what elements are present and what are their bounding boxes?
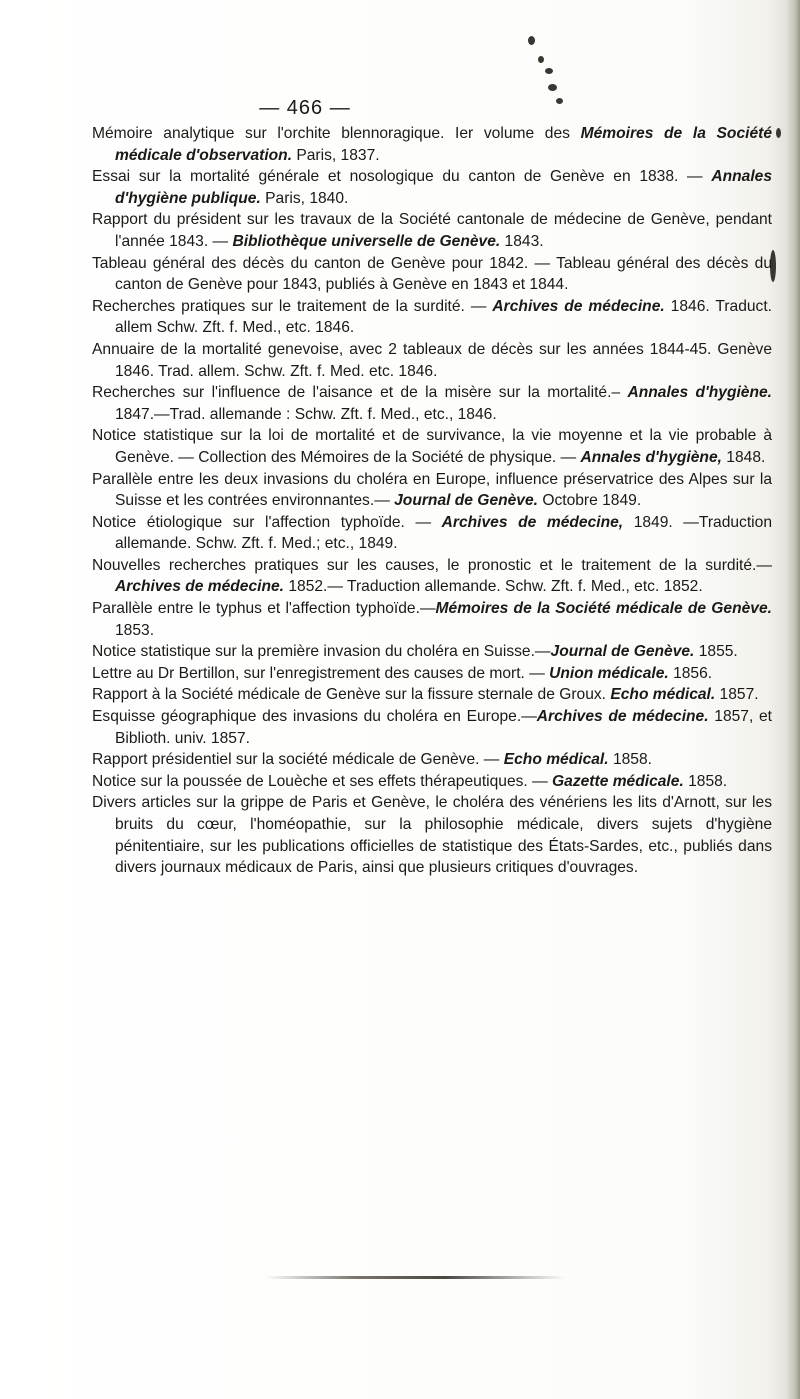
entry-details: 1852.— Traduction allemande. Schw. Zft. f. Med., etc. 1852. — [284, 578, 703, 596]
bibliography-entry — [92, 641, 772, 663]
bibliography-entry — [92, 663, 772, 685]
entry-source: Bibliothèque universelle de Genève. — [232, 232, 501, 250]
bibliography-entry — [92, 425, 772, 468]
entry-source: Union médicale. — [549, 664, 669, 682]
entry-separator: — — [521, 708, 537, 726]
entry-separator: — — [208, 232, 233, 250]
entry-source: Echo médical. — [503, 751, 609, 769]
bibliography-entry — [92, 339, 772, 382]
entry-source: Mémoires de la Société médicale d'observation. — [115, 125, 772, 164]
entry-title: Recherches pratiques sur le traitement de la surdité. — [92, 297, 465, 315]
entry-source: Journal de Genève. — [550, 643, 695, 661]
entry-title: Mémoire analytique sur l'orchite blennoragique. Ier volume des — [92, 125, 570, 142]
entry-title: Notice statistique sur la première invasion du choléra en Suisse. — [92, 643, 535, 661]
entry-title: Nouvelles recherches pratiques sur les causes, le pronostic et le traitement de la surdité. — [92, 556, 757, 574]
bibliography-entry — [92, 123, 772, 166]
entry-source: Echo médical. — [610, 686, 716, 704]
entry-title: Parallèle entre le typhus et l'affection typhoïde. — [92, 600, 420, 618]
entry-source: Archives de médecine. — [115, 578, 285, 596]
entry-details: 1857, et Biblioth. univ. 1857. — [115, 708, 772, 747]
entry-separator: — — [464, 297, 493, 315]
entry-separator: — — [524, 664, 550, 682]
entry-title: Tableau général des décès du canton de Genève pour 1842. — Tableau général des décès du canton de Genève pour 1843, publiés à Genève en 1843 et 1844. — [92, 254, 772, 294]
end-rule — [265, 1276, 565, 1279]
entry-source: Archives de médecine, — [441, 513, 624, 531]
entry-source: Journal de Genève. — [394, 492, 538, 510]
bibliography-entry — [92, 253, 772, 296]
entry-title: Esquisse géographique des invasions du choléra en Europe. — [92, 708, 522, 726]
entry-source: Gazette médicale. — [552, 772, 684, 790]
entry-source: Annales d'hygiène. — [627, 384, 772, 402]
bibliography-entry — [92, 792, 772, 878]
bibliography-entry — [92, 166, 772, 209]
bibliography-entry — [92, 706, 772, 749]
entry-title: Essai sur la mortalité générale et nosologique du canton de Genève en 1838. — [92, 168, 679, 186]
entry-title: Recherches sur l'influence de l'aisance et de la misère sur la mortalité. — [92, 384, 612, 402]
entry-separator: — — [374, 492, 395, 510]
entry-details: Paris, 1840. — [260, 189, 349, 207]
entry-title: Notice sur la poussée de Louèche et ses effets thérapeutiques. — [92, 772, 528, 790]
bibliography-list — [92, 123, 772, 879]
entry-separator: — — [556, 448, 581, 466]
entry-separator — [570, 125, 581, 142]
ink-speck — [528, 36, 535, 45]
bibliography-entry — [92, 684, 772, 706]
entry-details: 1858. — [608, 751, 652, 769]
bibliography-entry — [92, 749, 772, 771]
entry-details: 1857. — [715, 686, 759, 704]
entry-details: 1847.—Trad. allemande : Schw. Zft. f. Med., etc., 1846. — [115, 405, 497, 423]
entry-source: Archives de médecine. — [492, 297, 665, 315]
entry-details: Octobre 1849. — [538, 492, 642, 510]
entry-details: 1846. Traduct. allem Schw. Zft. f. Med., etc. 1846. — [115, 297, 772, 337]
entry-title: Parallèle entre les deux invasions du choléra en Europe, influence préservatrice des Alpes sur la Suisse et les contrées environnantes. — [92, 470, 772, 510]
entry-source: Annales d'hygiène publique. — [115, 168, 772, 207]
bibliography-entry — [92, 598, 772, 641]
entry-separator: — — [534, 643, 551, 661]
entry-details: 1849. —Traduction allemande. Schw. Zft. f. Med.; etc., 1849. — [115, 513, 772, 553]
entry-title: Rapport du président sur les travaux de la Société cantonale de médecine de Genève, pendant l'année 1843. — [92, 211, 772, 250]
entry-details: 1856. — [668, 664, 713, 682]
entry-source: Annales d'hygiène, — [580, 448, 722, 466]
bibliography-entry — [92, 555, 772, 598]
entry-title: Divers articles sur la grippe de Paris et Genève, le choléra des vénériens les lits d'Arnott, sur les bruits du cœur, l'homéopathie, sur la philosophie médicale, divers sujets d'hygiène pénitentiaire, sur les publications officielles de statistique des États-Sardes, etc., publiés dans divers journaux médicaux de Paris, ainsi que plusieurs critiques d'ouvrages. — [92, 794, 772, 877]
entry-title: Annuaire de la mortalité genevoise, avec 2 tableaux de décès sur les années 1844-45. Genève 1846. Trad. allem. Schw. Zft. f. Med. etc. 1846. — [92, 340, 772, 380]
bibliography-entry — [92, 512, 772, 555]
entry-details: 1855. — [694, 643, 738, 661]
ink-speck — [548, 84, 557, 91]
entry-separator: — — [756, 556, 772, 574]
entry-title: Rapport présidentiel sur la société médicale de Genève. — [92, 751, 480, 769]
entry-details: Paris, 1837. — [292, 146, 380, 164]
entry-title: Notice étiologique sur l'affection typhoïde. — [92, 513, 405, 531]
entry-source: Mémoires de la Société médicale de Genève. — [435, 600, 772, 618]
entry-details: 1843. — [500, 232, 544, 250]
entry-details: 1848. — [721, 448, 766, 466]
page-edge-shadow — [786, 0, 800, 1399]
ink-speck — [776, 128, 781, 138]
entry-separator: — — [678, 168, 712, 186]
entry-title: Lettre au Dr Bertillon, sur l'enregistrement des causes de mort. — [92, 664, 525, 682]
bibliography-entry — [92, 209, 772, 252]
entry-details: 1853. — [115, 621, 155, 639]
ink-speck — [545, 68, 553, 74]
entry-title: Rapport à la Société médicale de Genève sur la fissure sternale de Groux. — [92, 686, 606, 704]
entry-source: Archives de médecine. — [536, 708, 709, 726]
bibliography-entry — [92, 296, 772, 339]
entry-title: Notice statistique sur la loi de mortalité et de survivance, la vie moyenne et la vie probable à Genève. — Collection des Mémoires de la Société de physique. — [92, 427, 772, 466]
entry-separator: — — [404, 513, 442, 531]
entry-separator: — — [479, 751, 504, 769]
entry-separator: — — [527, 772, 553, 790]
ink-speck — [538, 56, 544, 63]
entry-details: 1858. — [683, 772, 728, 790]
bibliography-entry — [92, 771, 772, 793]
bibliography-entry — [92, 382, 772, 425]
entry-separator: – — [611, 384, 628, 402]
page-number: — 466 — — [259, 97, 351, 119]
bibliography-entry — [92, 469, 772, 512]
entry-separator: — — [419, 600, 436, 618]
